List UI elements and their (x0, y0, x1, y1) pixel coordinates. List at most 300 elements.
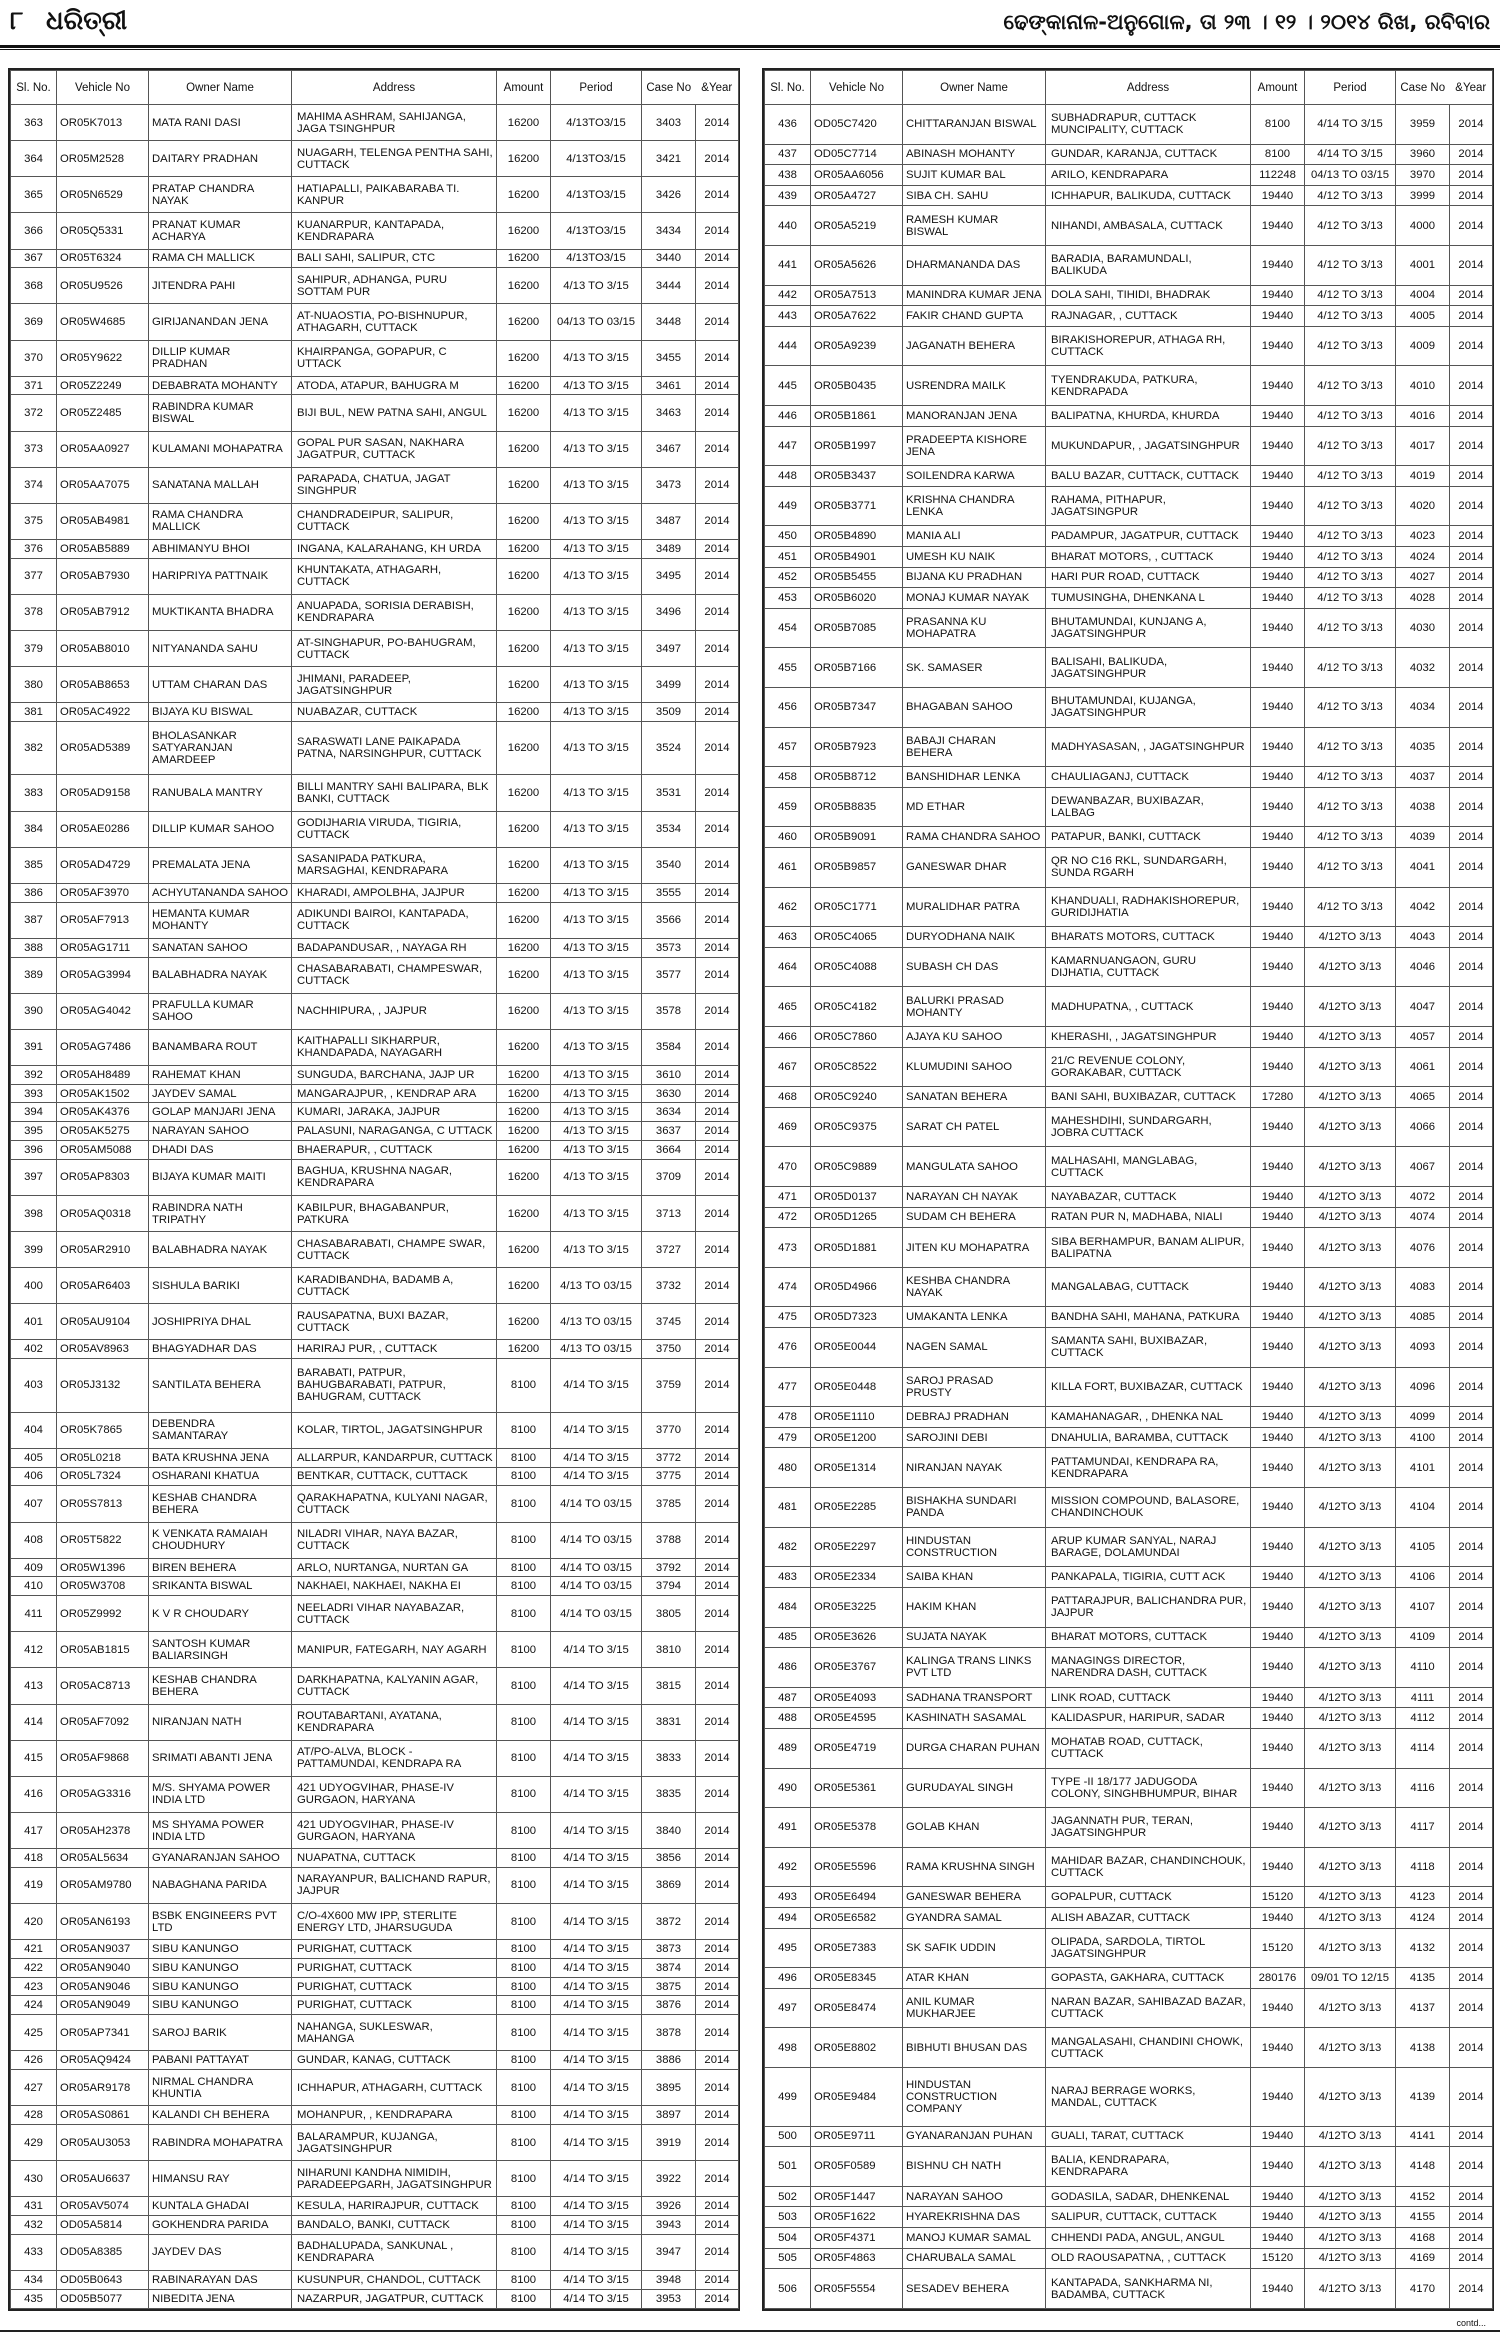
cell-sl-no: 377 (11, 558, 57, 594)
cell-sl-no: 412 (11, 1632, 57, 1668)
cell-vehicle-no: OR05B0435 (811, 366, 903, 406)
cell-amount: 16200 (497, 703, 551, 722)
cell-year: 2014 (696, 1448, 739, 1467)
table-row (11, 993, 739, 1029)
cell-address: MOHATAB ROAD, CUTTACK, CUTTACK (1046, 1728, 1251, 1768)
cell-year: 2014 (1450, 1367, 1493, 1407)
table-row (765, 185, 1493, 206)
cell-sl-no: 442 (765, 285, 811, 306)
cell-vehicle-no: OR05AC8713 (57, 1668, 149, 1704)
cell-period: 4/12TO 3/13 (1305, 1027, 1396, 1048)
table-row (11, 630, 739, 666)
cell-owner-name: BABAJI CHARAN BEHERA (903, 727, 1046, 767)
cell-address: ARILO, KENDRAPARA (1046, 165, 1251, 186)
cell-amount: 19440 (1251, 588, 1305, 609)
cell-year: 2014 (1450, 1328, 1493, 1368)
cell-vehicle-no: OR05D1881 (811, 1228, 903, 1268)
cell-amount: 15120 (1251, 1928, 1305, 1968)
cell-owner-name: NITYANANDA SAHU (149, 630, 292, 666)
cell-year: 2014 (1450, 1887, 1493, 1908)
cell-period: 4/12 TO 3/13 (1305, 547, 1396, 568)
cell-year: 2014 (696, 1632, 739, 1668)
table-row (765, 1027, 1493, 1048)
cell-amount: 19440 (1251, 1267, 1305, 1307)
cell-sl-no: 478 (765, 1407, 811, 1428)
table-row (765, 144, 1493, 165)
table-row (11, 1359, 739, 1412)
cell-case-no: 3872 (642, 1903, 696, 1939)
column-header-case-no: Case No (642, 71, 696, 105)
cell-period: 4/12 TO 3/13 (1305, 827, 1396, 848)
cell-owner-name: MANIA ALI (903, 526, 1046, 547)
cell-address: HARI PUR ROAD, CUTTACK (1046, 567, 1251, 588)
cell-address: CHANDRADEIPUR, SALIPUR, CUTTACK (292, 503, 497, 539)
cell-amount: 16200 (497, 811, 551, 847)
cell-amount: 19440 (1251, 1488, 1305, 1528)
cell-sl-no: 372 (11, 395, 57, 431)
cell-period: 4/12 TO 3/13 (1305, 608, 1396, 648)
table-row (765, 1367, 1493, 1407)
cell-sl-no: 496 (765, 1968, 811, 1989)
cell-sl-no: 458 (765, 767, 811, 788)
cell-period: 4/13 TO 3/15 (551, 1084, 642, 1103)
cell-sl-no: 371 (11, 376, 57, 395)
cell-sl-no: 493 (765, 1887, 811, 1908)
cell-vehicle-no: OR05C4182 (811, 987, 903, 1027)
cell-owner-name: BATA KRUSHNA JENA (149, 1448, 292, 1467)
cell-vehicle-no: OR05AP7341 (57, 2015, 149, 2051)
cell-case-no: 4152 (1396, 2186, 1450, 2207)
cell-year: 2014 (1450, 1587, 1493, 1627)
cell-case-no: 4110 (1396, 1648, 1450, 1688)
cell-case-no: 4065 (1396, 1087, 1450, 1108)
cell-period: 4/12TO 3/13 (1305, 1228, 1396, 1268)
cell-vehicle-no: OR05E0448 (811, 1367, 903, 1407)
cell-period: 4/13 TO 3/15 (551, 775, 642, 811)
cell-sl-no: 388 (11, 938, 57, 957)
cell-owner-name: BSBK ENGINEERS PVT LTD (149, 1903, 292, 1939)
cell-year: 2014 (1450, 1427, 1493, 1448)
cell-period: 4/13TO3/15 (551, 249, 642, 268)
cell-period: 4/13 TO 3/15 (551, 340, 642, 376)
cell-owner-name: RABINARAYAN DAS (149, 2270, 292, 2289)
cell-address: 21/C REVENUE COLONY, GORAKABAR, CUTTACK (1046, 1047, 1251, 1087)
table-row (11, 1268, 739, 1304)
cell-case-no: 3489 (642, 539, 696, 558)
cell-owner-name: SIBU KANUNGO (149, 1996, 292, 2015)
cell-owner-name: K V R CHOUDARY (149, 1596, 292, 1632)
cell-amount: 8100 (497, 1448, 551, 1467)
cell-owner-name: BALABHADRA NAYAK (149, 957, 292, 993)
table-row (11, 957, 739, 993)
cell-owner-name: BHOLASANKAR SATYARANJAN AMARDEEP (149, 722, 292, 775)
cell-sl-no: 406 (11, 1467, 57, 1486)
cell-case-no: 3948 (642, 2270, 696, 2289)
cell-amount: 19440 (1251, 767, 1305, 788)
cell-owner-name: RAMESH KUMAR BISWAL (903, 206, 1046, 246)
cell-owner-name: HINDUSTAN CONSTRUCTION COMPANY (903, 2067, 1046, 2126)
cell-amount: 19440 (1251, 1988, 1305, 2028)
cell-case-no: 3440 (642, 249, 696, 268)
cell-amount: 19440 (1251, 326, 1305, 366)
cell-period: 4/14 TO 3/15 (551, 2070, 642, 2106)
cell-year: 2014 (1450, 486, 1493, 526)
cell-amount: 19440 (1251, 1187, 1305, 1208)
cell-address: BAGHUA, KRUSHNA NAGAR, KENDRAPARA (292, 1159, 497, 1195)
table-row (11, 2216, 739, 2235)
cell-amount: 8100 (497, 2015, 551, 2051)
cell-amount: 19440 (1251, 1708, 1305, 1729)
cell-period: 4/14 TO 03/15 (551, 1596, 642, 1632)
table-row (11, 1304, 739, 1340)
cell-period: 4/13 TO 3/15 (551, 467, 642, 503)
cell-year: 2014 (696, 1195, 739, 1231)
cell-period: 4/13TO3/15 (551, 177, 642, 213)
cell-owner-name: UMAKANTA LENKA (903, 1307, 1046, 1328)
cell-owner-name: GOLAP MANJARI JENA (149, 1103, 292, 1122)
cell-period: 4/13 TO 3/15 (551, 376, 642, 395)
cell-case-no: 4010 (1396, 366, 1450, 406)
cell-amount: 19440 (1251, 547, 1305, 568)
cell-sl-no: 414 (11, 1704, 57, 1740)
cell-year: 2014 (1450, 165, 1493, 186)
cell-case-no: 4034 (1396, 688, 1450, 728)
cell-address: ICHHAPUR, ATHAGARH, CUTTACK (292, 2070, 497, 2106)
table-row (765, 1907, 1493, 1928)
cell-vehicle-no: OR05B4901 (811, 547, 903, 568)
cell-address: RAJNAGAR, , CUTTACK (1046, 306, 1251, 327)
cell-case-no: 3577 (642, 957, 696, 993)
cell-owner-name: DILLIP KUMAR PRADHAN (149, 340, 292, 376)
cell-owner-name: SIBU KANUNGO (149, 1940, 292, 1959)
table-row (765, 526, 1493, 547)
table-row (765, 1728, 1493, 1768)
cell-address: DEWANBAZAR, BUXIBAZAR, LALBAG (1046, 787, 1251, 827)
cell-sl-no: 410 (11, 1577, 57, 1596)
cell-year: 2014 (1450, 887, 1493, 927)
cell-vehicle-no: OR05AS0861 (57, 2106, 149, 2125)
cell-owner-name: BALABHADRA NAYAK (149, 1232, 292, 1268)
cell-vehicle-no: OR05AG3316 (57, 1776, 149, 1812)
cell-vehicle-no: OR05E4595 (811, 1708, 903, 1729)
cell-year: 2014 (1450, 326, 1493, 366)
cell-sl-no: 439 (765, 185, 811, 206)
cell-case-no: 3815 (642, 1668, 696, 1704)
cell-period: 09/01 TO 12/15 (1305, 1968, 1396, 1989)
cell-vehicle-no: OR05AQ9424 (57, 2051, 149, 2070)
cell-year: 2014 (696, 2197, 739, 2216)
cell-sl-no: 379 (11, 630, 57, 666)
cell-amount: 19440 (1251, 947, 1305, 987)
cell-case-no: 3403 (642, 105, 696, 141)
cell-sl-no: 405 (11, 1448, 57, 1467)
cell-amount: 8100 (497, 1867, 551, 1903)
cell-vehicle-no: OR05B7085 (811, 608, 903, 648)
cell-case-no: 4100 (1396, 1427, 1450, 1448)
cell-amount: 8100 (497, 1522, 551, 1558)
cell-owner-name: ATAR KHAN (903, 1968, 1046, 1989)
cell-address: NEELADRI VIHAR NAYABAZAR, CUTTACK (292, 1596, 497, 1632)
cell-year: 2014 (696, 2289, 739, 2308)
table-row (765, 547, 1493, 568)
cell-address: QR NO C16 RKL, SUNDARGARH, SUNDA RGARH (1046, 848, 1251, 888)
cell-case-no: 4039 (1396, 827, 1450, 848)
cell-vehicle-no: OR05AH8489 (57, 1065, 149, 1084)
cell-case-no: 4109 (1396, 1627, 1450, 1648)
cell-owner-name: RABINDRA NATH TRIPATHY (149, 1195, 292, 1231)
cell-address: GOPAL PUR SASAN, NAKHARA JAGATPUR, CUTTACK (292, 431, 497, 467)
cell-sl-no: 433 (11, 2234, 57, 2270)
cell-amount: 8100 (497, 2270, 551, 2289)
cell-sl-no: 427 (11, 2070, 57, 2106)
cell-address: BARADIA, BARAMUNDALI, BALIKUDA (1046, 246, 1251, 286)
cell-amount: 19440 (1251, 2067, 1305, 2126)
table-row (11, 902, 739, 938)
cell-year: 2014 (696, 1958, 739, 1977)
table-row (765, 2186, 1493, 2207)
cell-owner-name: SANATAN BEHERA (903, 1087, 1046, 1108)
cell-address: NUAGARH, TELENGA PENTHA SAHI, CUTTACK (292, 141, 497, 177)
cell-case-no: 3709 (642, 1159, 696, 1195)
cell-owner-name: SUBASH CH DAS (903, 947, 1046, 987)
cell-amount: 19440 (1251, 648, 1305, 688)
cell-case-no: 3876 (642, 1996, 696, 2015)
table-row (11, 539, 739, 558)
cell-vehicle-no: OR05E1314 (811, 1448, 903, 1488)
cell-vehicle-no: OR05AB7912 (57, 594, 149, 630)
table-row (765, 767, 1493, 788)
cell-sl-no: 413 (11, 1668, 57, 1704)
cell-period: 4/14 TO 3/15 (551, 2234, 642, 2270)
cell-vehicle-no: OR05B8712 (811, 767, 903, 788)
cell-year: 2014 (696, 2070, 739, 2106)
cell-vehicle-no: OR05E7383 (811, 1928, 903, 1968)
cell-amount: 16200 (497, 1268, 551, 1304)
cell-amount: 19440 (1251, 787, 1305, 827)
cell-case-no: 3463 (642, 395, 696, 431)
cell-vehicle-no: OR05AK1502 (57, 1084, 149, 1103)
cell-period: 4/14 TO 3/15 (551, 1704, 642, 1740)
cell-address: ALISH ABAZAR, CUTTACK (1046, 1907, 1251, 1928)
column-header-year: &Year (1450, 71, 1493, 105)
cell-amount: 16200 (497, 902, 551, 938)
cell-address: KESULA, HARIRAJPUR, CUTTACK (292, 2197, 497, 2216)
table-row (11, 1632, 739, 1668)
cell-sl-no: 488 (765, 1708, 811, 1729)
cell-owner-name: BISHNU CH NATH (903, 2147, 1046, 2187)
cell-case-no: 4041 (1396, 848, 1450, 888)
cell-amount: 8100 (497, 1558, 551, 1577)
table-row (11, 2197, 739, 2216)
cell-address: SALIPUR, CUTTACK, CUTTACK (1046, 2207, 1251, 2228)
cell-amount: 8100 (497, 1996, 551, 2015)
table-row (765, 466, 1493, 487)
table-header-row (11, 71, 739, 105)
cell-sl-no: 437 (765, 144, 811, 165)
cell-year: 2014 (1450, 2269, 1493, 2309)
cell-sl-no: 434 (11, 2270, 57, 2289)
cell-owner-name: PRADEEPTA KISHORE JENA (903, 426, 1046, 466)
cell-case-no: 3584 (642, 1029, 696, 1065)
table-row (765, 2067, 1493, 2126)
cell-case-no: 4038 (1396, 787, 1450, 827)
cell-amount: 8100 (497, 1977, 551, 1996)
cell-year: 2014 (696, 1340, 739, 1359)
cell-year: 2014 (696, 1103, 739, 1122)
cell-amount: 19440 (1251, 1307, 1305, 1328)
cell-case-no: 4141 (1396, 2126, 1450, 2147)
column-header-amount: Amount (497, 71, 551, 105)
cell-owner-name: SRIKANTA BISWAL (149, 1577, 292, 1596)
cell-year: 2014 (696, 2161, 739, 2197)
column-header-vehicle-no: Vehicle No (811, 71, 903, 105)
cell-period: 4/12TO 3/13 (1305, 1087, 1396, 1108)
cell-vehicle-no: OR05J3132 (57, 1359, 149, 1412)
cell-year: 2014 (1450, 1768, 1493, 1808)
cell-owner-name: BIREN BEHERA (149, 1558, 292, 1577)
cell-period: 4/12 TO 3/13 (1305, 588, 1396, 609)
table-row (765, 2147, 1493, 2187)
cell-owner-name: RAMA KRUSHNA SINGH (903, 1847, 1046, 1887)
cell-case-no: 3874 (642, 1958, 696, 1977)
cell-period: 4/14 TO 3/15 (551, 1940, 642, 1959)
cell-amount: 19440 (1251, 306, 1305, 327)
cell-year: 2014 (696, 1029, 739, 1065)
cell-address: MANGALASAHI, CHANDINI CHOWK, CUTTACK (1046, 2028, 1251, 2068)
cell-address: BANDALO, BANKI, CUTTACK (292, 2216, 497, 2235)
cell-sl-no: 499 (765, 2067, 811, 2126)
cell-vehicle-no: OR05AN9049 (57, 1996, 149, 2015)
cell-amount: 16200 (497, 1232, 551, 1268)
cell-year: 2014 (696, 376, 739, 395)
table-row (11, 1141, 739, 1160)
cell-year: 2014 (1450, 1488, 1493, 1528)
cell-vehicle-no: OR05AB4981 (57, 503, 149, 539)
cell-year: 2014 (696, 395, 739, 431)
cell-year: 2014 (696, 105, 739, 141)
table-row (11, 883, 739, 902)
cell-period: 4/12TO 3/13 (1305, 2248, 1396, 2269)
cell-sl-no: 461 (765, 848, 811, 888)
cell-vehicle-no: OR05AK5275 (57, 1122, 149, 1141)
cell-case-no: 3840 (642, 1812, 696, 1848)
cell-address: TYPE -II 18/177 JADUGODA COLONY, SINGHBHUMPUR, BIHAR (1046, 1768, 1251, 1808)
cell-address: BHARAT MOTORS, CUTTACK (1046, 1627, 1251, 1648)
cell-period: 4/13 TO 3/15 (551, 630, 642, 666)
cell-period: 4/12 TO 3/13 (1305, 648, 1396, 688)
cell-vehicle-no: OR05E8345 (811, 1968, 903, 1989)
cell-period: 4/12TO 3/13 (1305, 1988, 1396, 2028)
cell-address: PADAMPUR, JAGATPUR, CUTTACK (1046, 526, 1251, 547)
cell-address: SAMANTA SAHI, BUXIBAZAR, CUTTACK (1046, 1328, 1251, 1368)
cell-address: GUNDAR, KANAG, CUTTACK (292, 2051, 497, 2070)
cell-period: 4/13 TO 3/15 (551, 883, 642, 902)
cell-amount: 8100 (497, 1812, 551, 1848)
cell-address: KAMARNUANGAON, GURU DIJHATIA, CUTTACK (1046, 947, 1251, 987)
cell-vehicle-no: OR05Q5331 (57, 213, 149, 249)
cell-owner-name: GOLAB KHAN (903, 1808, 1046, 1848)
cell-year: 2014 (1450, 2207, 1493, 2228)
cell-sl-no: 418 (11, 1849, 57, 1868)
cell-year: 2014 (1450, 1147, 1493, 1187)
cell-case-no: 3943 (642, 2216, 696, 2235)
column-header-amount: Amount (1251, 71, 1305, 105)
table-row (765, 165, 1493, 186)
cell-period: 4/14 TO 3/15 (551, 1776, 642, 1812)
cell-case-no: 3759 (642, 1359, 696, 1412)
cell-vehicle-no: OR05A7513 (811, 285, 903, 306)
cell-owner-name: SIBA CH. SAHU (903, 185, 1046, 206)
table-row (765, 2248, 1493, 2269)
cell-address: BHUTAMUNDAI, KUJANGA, JAGATSINGHPUR (1046, 688, 1251, 728)
cell-owner-name: SAROJINI DEBI (903, 1427, 1046, 1448)
cell-sl-no: 365 (11, 177, 57, 213)
cell-case-no: 4112 (1396, 1708, 1450, 1729)
cell-amount: 8100 (497, 1903, 551, 1939)
cell-owner-name: GYANDRA SAMAL (903, 1907, 1046, 1928)
cell-case-no: 4101 (1396, 1448, 1450, 1488)
cell-sl-no: 369 (11, 304, 57, 340)
cell-address: ALLARPUR, KANDARPUR, CUTTACK (292, 1448, 497, 1467)
cell-vehicle-no: OR05AN6193 (57, 1903, 149, 1939)
cell-period: 4/12TO 3/13 (1305, 1847, 1396, 1887)
cell-period: 4/13 TO 3/15 (551, 703, 642, 722)
cell-period: 4/13 TO 3/15 (551, 1029, 642, 1065)
cell-case-no: 3810 (642, 1632, 696, 1668)
cell-owner-name: BANAMBARA ROUT (149, 1029, 292, 1065)
cell-owner-name: NARAYAN SAHOO (903, 2186, 1046, 2207)
cell-owner-name: RABINDRA MOHAPATRA (149, 2125, 292, 2161)
cell-period: 4/13TO3/15 (551, 105, 642, 141)
cell-address: KHAIRPANGA, GOPAPUR, C UTTACK (292, 340, 497, 376)
cell-year: 2014 (696, 1359, 739, 1412)
cell-amount: 16200 (497, 1159, 551, 1195)
cell-owner-name: USRENDRA MAILK (903, 366, 1046, 406)
cell-amount: 19440 (1251, 2147, 1305, 2187)
cell-address: SASANIPADA PATKURA, MARSAGHAI, KENDRAPARA (292, 847, 497, 883)
cell-vehicle-no: OR05D4966 (811, 1267, 903, 1307)
cell-amount: 19440 (1251, 727, 1305, 767)
cell-address: AT/PO-ALVA, BLOCK - PATTAMUNDAI, KENDRAPA RA (292, 1740, 497, 1776)
cell-year: 2014 (1450, 1047, 1493, 1087)
cell-owner-name: SK. SAMASER (903, 648, 1046, 688)
cell-case-no: 4093 (1396, 1328, 1450, 1368)
cell-address: BHUTAMUNDAI, KUNJANG A, JAGATSINGHPUR (1046, 608, 1251, 648)
cell-vehicle-no: OR05C9375 (811, 1107, 903, 1147)
cell-amount: 16200 (497, 177, 551, 213)
cell-sl-no: 431 (11, 2197, 57, 2216)
cell-year: 2014 (696, 558, 739, 594)
table-row (765, 567, 1493, 588)
cell-amount: 19440 (1251, 1407, 1305, 1428)
table-row (11, 1958, 739, 1977)
table-row (765, 105, 1493, 145)
cell-year: 2014 (696, 539, 739, 558)
cell-sl-no: 404 (11, 1412, 57, 1448)
cell-sl-no: 467 (765, 1047, 811, 1087)
cell-address: PURIGHAT, CUTTACK (292, 1996, 497, 2015)
cell-address: BALISAHI, BALIKUDA, JAGATSINGHPUR (1046, 648, 1251, 688)
cell-address: KOLAR, TIRTOL, JAGATSINGHPUR (292, 1412, 497, 1448)
cell-period: 4/12TO 3/13 (1305, 1107, 1396, 1147)
cell-vehicle-no: OR05E3225 (811, 1587, 903, 1627)
cell-vehicle-no: OR05K7865 (57, 1412, 149, 1448)
cell-vehicle-no: OR05AL5634 (57, 1849, 149, 1868)
cell-amount: 16200 (497, 594, 551, 630)
cell-vehicle-no: OR05AB7930 (57, 558, 149, 594)
cell-year: 2014 (696, 1577, 739, 1596)
cell-address: AT-NUAOSTIA, PO-BISHNUPUR, ATHAGARH, CUTTACK (292, 304, 497, 340)
